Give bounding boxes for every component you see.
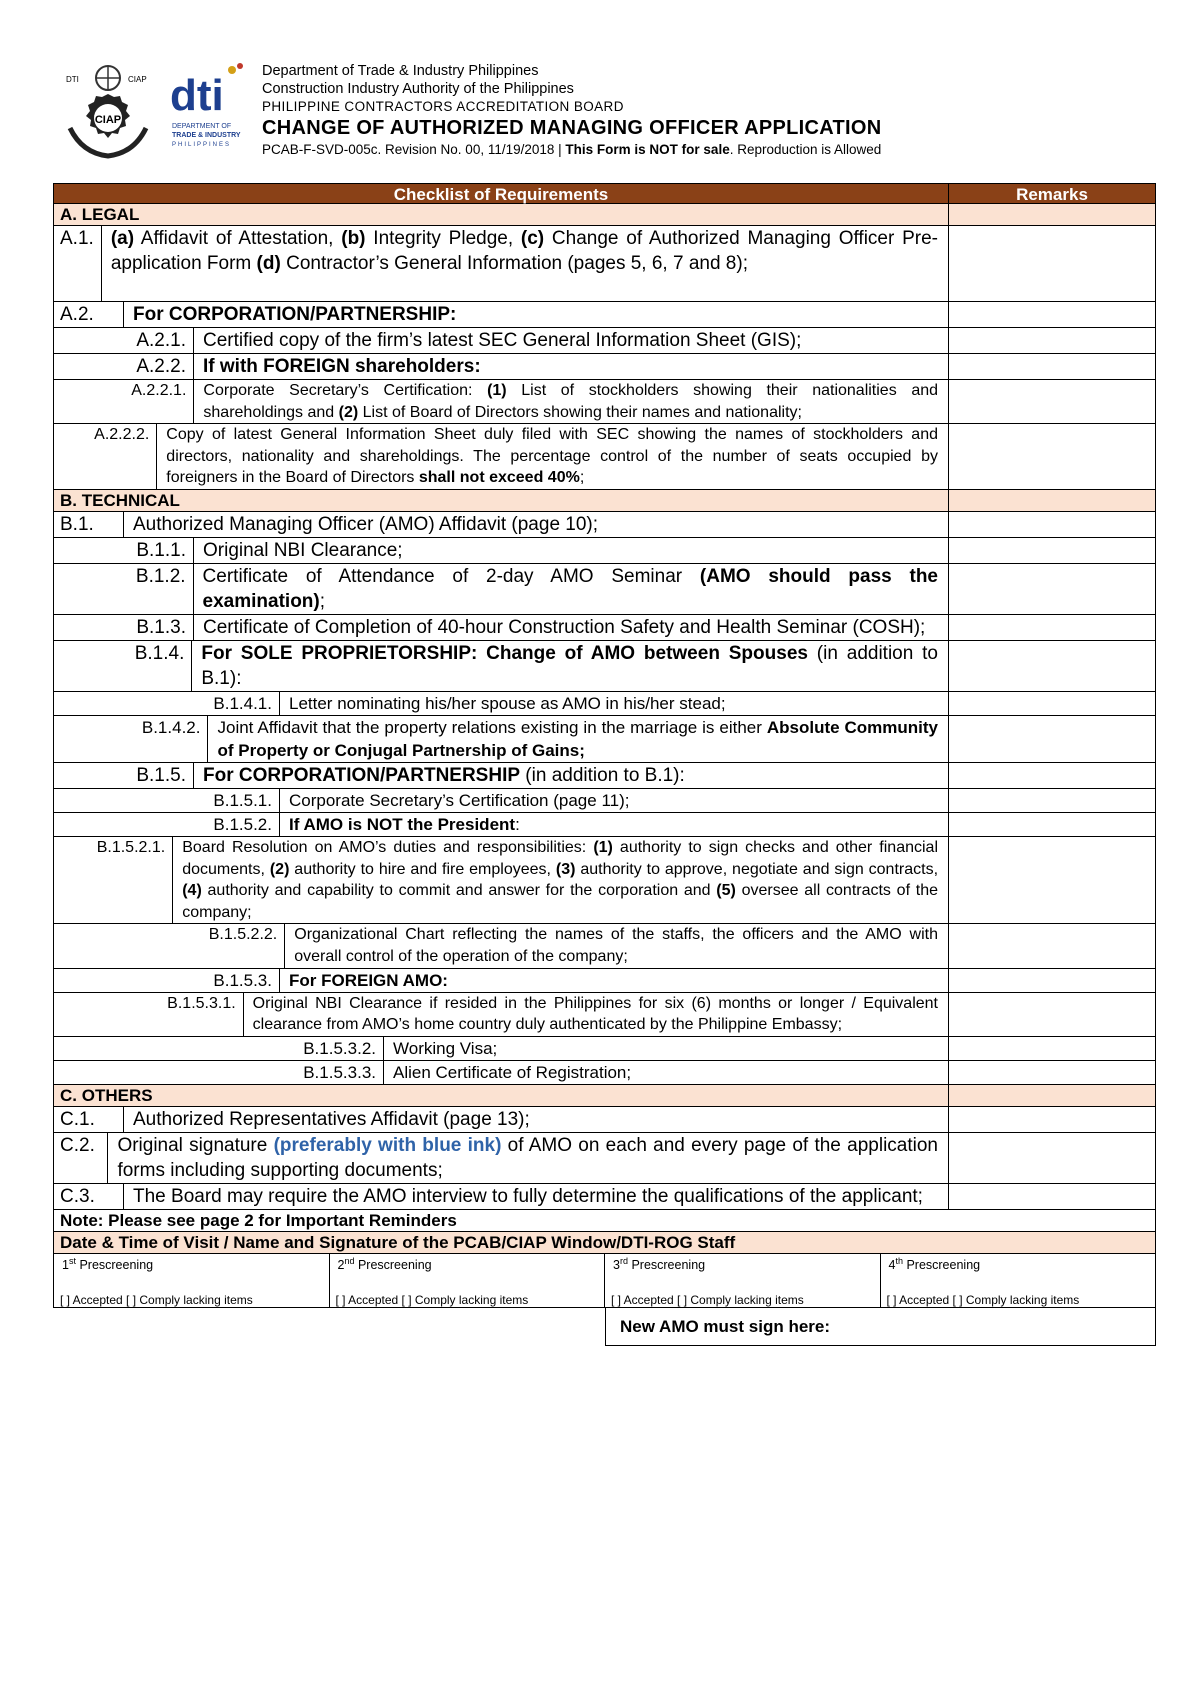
status-options[interactable]: [ ] Accepted [ ] Comply lacking items — [886, 1292, 1080, 1307]
table-row — [53, 993, 1156, 1037]
item-code: A.2.2. — [54, 354, 194, 379]
prescreening-label: 2nd Prescreening — [337, 1255, 432, 1272]
remarks-cell[interactable] — [949, 692, 1155, 715]
ciap-logo-dti-text: DTI — [66, 75, 79, 84]
item-code: B.1.3. — [54, 615, 194, 640]
blue-ink-note: (preferably with blue ink) — [273, 1134, 502, 1156]
item-text: If AMO is NOT the President: — [289, 814, 520, 834]
remarks-cell[interactable] — [949, 969, 1155, 992]
remarks-cell[interactable] — [949, 1133, 1155, 1183]
remarks-cell[interactable] — [949, 1107, 1155, 1132]
table-row — [53, 1133, 1156, 1184]
remarks-cell[interactable] — [949, 993, 1155, 1036]
prescreening-row — [53, 1254, 1156, 1308]
prescreening-label: 1st Prescreening — [62, 1255, 154, 1272]
item-text: Original signature (preferably with blue ink) of AMO on each and every page of the application forms including supporting documents; — [117, 1134, 938, 1181]
item-text: Certificate of Attendance of 2-day AMO Seminar (AMO should pass the examination); — [202, 565, 938, 612]
item-code: B.1.5.3. — [54, 969, 280, 992]
agency-name: Construction Industry Authority of the Philippines — [262, 81, 574, 97]
status-options[interactable]: [ ] Accepted [ ] Comply lacking items — [335, 1292, 529, 1307]
checklist-column-header: Checklist of Requirements — [393, 185, 609, 204]
form-reference — [262, 141, 1162, 159]
item-code: B.1.5.1. — [54, 789, 280, 812]
section-technical-row — [53, 490, 1156, 512]
item-code: B.1.5.2. — [54, 813, 280, 836]
form-code: PCAB-F-SVD-005c. Revision No. 00, 11/19/2018 | — [262, 142, 562, 157]
remarks-cell[interactable] — [949, 380, 1155, 423]
form-title: CHANGE OF AUTHORIZED MANAGING OFFICER APPLICATION — [262, 117, 882, 139]
remarks-cell[interactable] — [949, 763, 1155, 788]
remarks-column-header: Remarks — [1016, 185, 1088, 204]
table-row — [53, 1061, 1156, 1085]
remarks-cell[interactable] — [949, 716, 1155, 762]
reproduction-note: . Reproduction is Allowed — [729, 142, 882, 157]
new-amo-signature-box[interactable] — [605, 1308, 1156, 1346]
remarks-cell[interactable] — [949, 615, 1155, 640]
item-text: For CORPORATION/PARTNERSHIP (in addition to B.1): — [203, 764, 685, 786]
item-text: Original NBI Clearance if resided in the Philippines for six (6) months or longer / Equivalent clearance from AMO’s home country duly authenticated by the Philippine Embassy; — [252, 994, 938, 1034]
item-code: B.1.4. — [54, 641, 192, 691]
signature-label: New AMO must sign here: — [620, 1316, 831, 1336]
remarks-cell[interactable] — [949, 924, 1155, 967]
item-code: C.3. — [54, 1184, 124, 1209]
item-text: (a) Affidavit of Attestation, (b) Integrity Pledge, (c) Change of Authorized Managing Officer Pre-application Form (d) Contractor’s General Information (pages 5, 6, 7 and 8); — [110, 228, 938, 274]
remarks-cell[interactable] — [949, 564, 1155, 614]
status-options[interactable]: [ ] Accepted [ ] Comply lacking items — [60, 1292, 253, 1307]
note-row — [53, 1210, 1156, 1232]
item-code: B.1.5.2.1. — [54, 837, 173, 923]
item-text: For SOLE PROPRIETORSHIP: Change of AMO between Spouses (in addition to B.1): — [201, 642, 938, 689]
item-text: Copy of latest General Information Sheet duly filed with SEC showing the names of stockholders and directors, nationality and shareholdings. The percentage control of the number of seats occupied by foreigners in the Board of Directors shall not exceed 40%; — [166, 426, 938, 487]
not-for-sale: This Form is NOT for sale — [565, 142, 730, 157]
table-row — [53, 716, 1156, 763]
item-text: Joint Affidavit that the property relations existing in the marriage is either Absolute Community of Property or Conjugal Partnership of Gains; — [217, 717, 939, 760]
remarks-cell[interactable] — [949, 512, 1155, 537]
remarks-cell[interactable] — [949, 328, 1155, 353]
status-options[interactable]: [ ] Accepted [ ] Comply lacking items — [611, 1292, 804, 1307]
department-name: Department of Trade & Industry Philippines — [262, 63, 539, 79]
table-row — [53, 615, 1156, 641]
item-text: Organizational Chart reflecting the names of the staffs, the officers and the AMO with overall control of the operation of the company; — [294, 926, 938, 965]
table-row — [53, 837, 1156, 924]
checklist-table — [53, 183, 1156, 1346]
table-row — [53, 813, 1156, 837]
table-row — [53, 1037, 1156, 1061]
item-text: Corporate Secretary’s Certification: (1) List of stockholders showing their nationalities and shareholdings and (2) List of Board of Directors showing their names and nationality; — [203, 382, 939, 421]
item-text: The Board may require the AMO interview to fully determine the qualifications of the applicant; — [133, 1185, 923, 1207]
table-row — [53, 424, 1156, 490]
section-legal-title: A. LEGAL — [60, 205, 140, 224]
remarks-cell[interactable] — [949, 837, 1155, 923]
reminder-note: Note: Please see page 2 for Important Reminders — [60, 1210, 457, 1230]
section-legal-row — [53, 204, 1156, 226]
item-code: A.1. — [54, 226, 102, 301]
item-text: For FOREIGN AMO: — [289, 970, 448, 990]
item-text: Certified copy of the firm’s latest SEC General Information Sheet (GIS); — [203, 330, 802, 351]
item-code: B.1.4.2. — [54, 716, 208, 762]
item-text: For CORPORATION/PARTNERSHIP: — [133, 304, 457, 325]
item-code: B.1.4.1. — [54, 692, 280, 715]
item-code: B.1.5.2.2. — [54, 924, 285, 967]
table-row — [53, 692, 1156, 716]
ciap-logo-ciap-text: CIAP — [128, 75, 147, 84]
visit-header: Date & Time of Visit / Name and Signature of the PCAB/CIAP Window/DTI-ROG Staff — [60, 1232, 736, 1252]
document-header — [262, 62, 1162, 159]
table-row — [53, 789, 1156, 813]
remarks-cell[interactable] — [949, 789, 1155, 812]
table-row — [53, 763, 1156, 789]
item-code: B.1.5.3.2. — [54, 1037, 384, 1060]
prescreening-cell-1[interactable] — [54, 1254, 330, 1307]
table-row — [53, 512, 1156, 538]
item-code: A.2.2.2. — [54, 424, 157, 489]
table-row — [53, 302, 1156, 328]
dti-logo-line2: TRADE & INDUSTRY — [172, 132, 241, 139]
remarks-cell[interactable] — [949, 1061, 1155, 1084]
dti-logo-line1: DEPARTMENT OF — [172, 123, 232, 130]
remarks-cell[interactable] — [949, 302, 1155, 327]
item-code: B.1.1. — [54, 538, 194, 563]
item-code: A.2.1. — [54, 328, 194, 353]
remarks-cell[interactable] — [949, 424, 1155, 489]
item-text: Letter nominating his/her spouse as AMO in his/her stead; — [289, 693, 726, 713]
item-code: B.1.5. — [54, 763, 194, 788]
dti-logo-mark: dti — [170, 71, 224, 120]
ciap-logo — [62, 58, 154, 162]
item-text: If with FOREIGN shareholders: — [203, 356, 481, 377]
item-text: Corporate Secretary’s Certification (page 11); — [289, 790, 630, 810]
item-text: Authorized Representatives Affidavit (page 13); — [133, 1108, 530, 1130]
prescreening-cell-3[interactable] — [605, 1254, 881, 1307]
dti-logo — [168, 58, 248, 162]
item-code: B.1.5.3.1. — [54, 993, 244, 1036]
prescreening-label: 4th Prescreening — [888, 1255, 981, 1272]
item-code: A.2.2.1. — [54, 380, 194, 423]
dti-logo-line3: PHILIPPINES — [172, 142, 232, 148]
table-row — [53, 328, 1156, 354]
item-code: B.1. — [54, 512, 124, 537]
table-row — [53, 380, 1156, 424]
visit-header-row — [53, 1232, 1156, 1254]
remarks-cell[interactable] — [949, 641, 1155, 691]
table-row — [53, 538, 1156, 564]
table-header-row — [53, 183, 1156, 204]
remarks-cell[interactable] — [949, 1184, 1155, 1209]
prescreening-cell-2[interactable] — [330, 1254, 606, 1307]
remarks-cell[interactable] — [949, 538, 1155, 563]
table-row — [53, 969, 1156, 993]
remarks-cell[interactable] — [949, 226, 1155, 301]
prescreening-cell-4[interactable] — [881, 1254, 1156, 1307]
remarks-cell[interactable] — [949, 813, 1155, 836]
table-row — [53, 641, 1156, 692]
item-code: B.1.2. — [54, 564, 194, 614]
item-text: Original NBI Clearance; — [203, 539, 403, 561]
section-others-title: C. OTHERS — [60, 1085, 153, 1105]
signature-row — [53, 1308, 1156, 1346]
item-code: B.1.5.3.3. — [54, 1061, 384, 1084]
section-others-row — [53, 1085, 1156, 1107]
board-name: PHILIPPINE CONTRACTORS ACCREDITATION BOARD — [262, 99, 624, 114]
item-code: C.2. — [54, 1133, 108, 1183]
remarks-cell[interactable] — [949, 1037, 1155, 1060]
prescreening-label: 3rd Prescreening — [613, 1255, 706, 1272]
item-text: Board Resolution on AMO’s duties and responsibilities: (1) authority to sign checks and other financial documents, (2) authority to hire and fire employees, (3) authority to approve, negotiate and sign contracts, (4) authority and capability to commit and answer for the corporation and (5) oversee all contracts of the company; — [182, 838, 939, 921]
remarks-cell[interactable] — [949, 354, 1155, 379]
table-row — [53, 354, 1156, 380]
table-row — [53, 924, 1156, 968]
item-text: Certificate of Completion of 40-hour Construction Safety and Health Seminar (COSH); — [203, 616, 926, 638]
section-technical-title: B. TECHNICAL — [60, 490, 180, 510]
table-row — [53, 564, 1156, 615]
ciap-seal-text: CIAP — [94, 114, 122, 126]
table-row — [53, 226, 1156, 302]
item-code: C.1. — [54, 1107, 124, 1132]
table-row — [53, 1184, 1156, 1210]
table-row — [53, 1107, 1156, 1133]
item-text: Authorized Managing Officer (AMO) Affidavit (page 10); — [133, 513, 599, 535]
item-code: A.2. — [54, 302, 124, 327]
item-text: Alien Certificate of Registration; — [393, 1062, 632, 1082]
item-text: Working Visa; — [393, 1038, 498, 1058]
